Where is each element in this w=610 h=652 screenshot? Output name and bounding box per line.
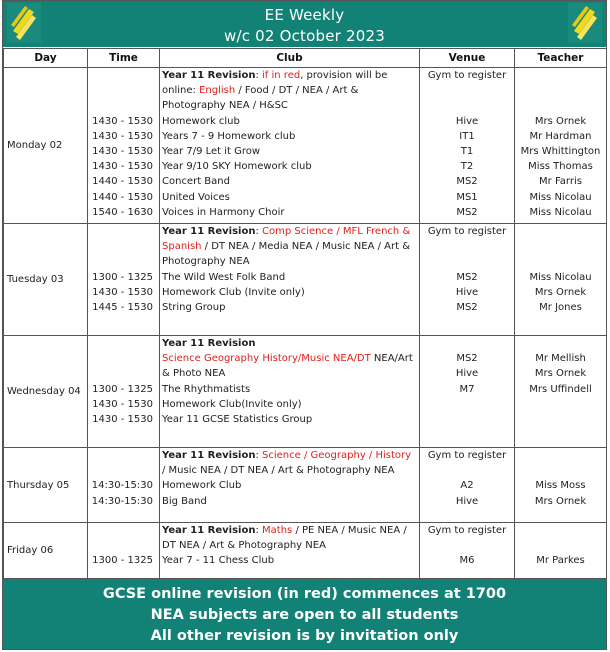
time-value: 1430 - 1530 — [92, 146, 153, 157]
revision-note — [160, 68, 419, 114]
teacher-value: Mrs Uffindell — [529, 383, 592, 395]
venue-value: M7 — [459, 383, 475, 395]
teacher-value: Miss Nicolau — [529, 271, 592, 283]
venue-value: Hive — [455, 286, 479, 298]
venue-value: MS2 — [456, 206, 478, 218]
header-title: EE Weekly — [264, 6, 345, 24]
table-header-row — [4, 49, 607, 68]
time-cell — [88, 68, 160, 224]
time-cell — [88, 448, 160, 523]
club-name: Year 7 - 11 Chess Club — [162, 555, 275, 567]
time-value: 1430 - 1530 — [92, 161, 153, 173]
header-banner — [3, 1, 606, 47]
teacher-value: Mr Hardman — [529, 130, 592, 142]
club-name: Year 7/9 Let it Grow — [162, 146, 261, 157]
venue-cell — [420, 448, 515, 523]
time-value: 1430 - 1530 — [92, 115, 153, 127]
revision-label: Year 11 Revision — [162, 70, 256, 81]
time-value: 1300 - 1325 — [92, 271, 153, 283]
day-cell: Thursday 05 — [4, 448, 88, 523]
venue-value: Gym to register — [427, 525, 507, 536]
club-name: Homework Club(Invite only) — [162, 398, 302, 410]
revision-red-text: if in red — [262, 70, 301, 81]
club-name: Homework club — [162, 115, 240, 127]
venue-value: Hive — [455, 368, 479, 380]
header-subtitle: w/c 02 October 2023 — [224, 27, 385, 45]
table-row — [4, 448, 607, 523]
time-value: 1300 - 1325 — [92, 383, 153, 395]
venue-value: MS2 — [456, 176, 478, 188]
revision-label: Year 11 Revision — [162, 226, 256, 237]
schedule-table — [3, 48, 607, 579]
time-value: 1440 - 1530 — [92, 191, 153, 203]
teacher-value: Mr Parkes — [536, 555, 585, 567]
venue-value: IT1 — [459, 130, 475, 142]
time-value: 1430 - 1530 — [92, 398, 153, 410]
school-logo-icon — [568, 3, 602, 43]
revision-sep: : — [255, 450, 263, 461]
revision-note — [160, 448, 419, 478]
day-cell: Tuesday 03 — [4, 224, 88, 336]
revision-note — [160, 351, 419, 381]
club-name: United Voices — [162, 191, 230, 203]
venue-value: T2 — [460, 161, 474, 173]
time-cell — [88, 523, 160, 579]
day-cell: Monday 02 — [4, 68, 88, 224]
venue-value: MS2 — [456, 302, 478, 313]
teacher-value: Mrs Ornek — [534, 495, 587, 507]
revision-red-text: Comp Science / MFL French & Spanish — [162, 226, 411, 253]
time-value: 14:30-15:30 — [91, 495, 153, 507]
teacher-cell — [515, 523, 607, 579]
time-value: 1540 - 1630 — [92, 206, 153, 218]
footer-line: GCSE online revision (in red) commences at 1700 — [102, 586, 507, 602]
club-name: Homework Club — [162, 480, 242, 492]
club-cell — [160, 336, 420, 448]
time-value: 1300 - 1325 — [92, 555, 153, 567]
time-value: 1445 - 1530 — [92, 302, 153, 313]
teacher-value: Miss Nicolau — [529, 206, 592, 218]
club-cell — [160, 68, 420, 224]
revision-label: Year 11 Revision — [162, 450, 256, 461]
teacher-value: Miss Nicolau — [529, 191, 592, 203]
venue-cell — [420, 523, 515, 579]
venue-value: Gym to register — [427, 70, 507, 81]
day-cell: Wednesday 04 — [4, 336, 88, 448]
club-name: The Rhythmatists — [162, 383, 251, 395]
club-cell — [160, 523, 420, 579]
footer-line: NEA subjects are open to all students — [150, 607, 459, 623]
club-cell — [160, 448, 420, 523]
revision-text: , provision will be online: — [162, 70, 388, 97]
venue-value: Hive — [455, 495, 479, 507]
venue-cell — [420, 336, 515, 448]
table-row — [4, 68, 607, 224]
club-name: Concert Band — [162, 176, 230, 188]
column-header-venue: Venue — [420, 49, 515, 68]
teacher-cell — [515, 224, 607, 336]
teacher-value: Mrs Ornek — [534, 115, 587, 127]
revision-note — [160, 523, 419, 553]
venue-cell — [420, 68, 515, 224]
club-name: Year 11 GCSE Statistics Group — [162, 414, 313, 425]
venue-value: T1 — [460, 146, 474, 157]
column-header-day: Day — [4, 49, 88, 68]
venue-cell — [420, 224, 515, 336]
teacher-value: Miss Moss — [535, 480, 586, 492]
venue-value: MS2 — [456, 353, 478, 365]
club-name: Homework Club (Invite only) — [162, 286, 305, 298]
time-value: 1430 - 1530 — [92, 414, 153, 425]
venue-value: Gym to register — [427, 226, 507, 237]
time-value: 1430 - 1530 — [92, 286, 153, 298]
table-row — [4, 523, 607, 579]
revision-text: NEA/Art & Photo NEA — [162, 353, 413, 380]
teacher-value: Mrs Ornek — [534, 286, 587, 298]
club-cell — [160, 224, 420, 336]
time-value: 14:30-15:30 — [91, 480, 153, 492]
table-row — [4, 224, 607, 336]
club-name: Years 7 - 9 Homework club — [162, 130, 296, 142]
time-cell — [88, 224, 160, 336]
revision-sep: : — [255, 70, 263, 81]
revision-label: Year 11 Revision — [162, 338, 256, 349]
teacher-value: Mrs Ornek — [534, 368, 587, 380]
club-name: Big Band — [162, 495, 207, 507]
revision-text: / Food / DT / NEA / Art & Photography NEA / H&SC — [162, 85, 359, 112]
column-header-time: Time — [88, 49, 160, 68]
teacher-cell — [515, 448, 607, 523]
venue-value: M6 — [459, 555, 475, 567]
table-row — [4, 336, 607, 448]
time-cell — [88, 336, 160, 448]
teacher-value: Miss Thomas — [528, 161, 593, 173]
teacher-cell — [515, 336, 607, 448]
column-header-teacher: Teacher — [515, 49, 607, 68]
time-value: 1430 - 1530 — [92, 130, 153, 142]
revision-red-text: English — [199, 85, 236, 97]
revision-red-text: Maths — [262, 525, 293, 536]
teacher-value: Mr Mellish — [535, 353, 586, 365]
revision-note — [160, 224, 419, 270]
teacher-value: Mr Jones — [539, 302, 582, 313]
club-name: Year 9/10 SKY Homework club — [162, 161, 312, 173]
venue-value: A2 — [460, 480, 474, 492]
revision-text: / DT NEA / Media NEA / Music NEA / Art & Photography NEA — [162, 241, 411, 268]
revision-red-text: Science / Geography / History — [262, 450, 412, 461]
venue-value: Gym to register — [427, 450, 507, 461]
time-value: 1440 - 1530 — [92, 176, 153, 188]
footer-line: All other revision is by invitation only — [150, 628, 459, 644]
footer-banner — [3, 579, 606, 649]
club-name: The Wild West Folk Band — [162, 271, 286, 283]
venue-value: Hive — [455, 115, 479, 127]
revision-text: / PE NEA / Music NEA / DT NEA / Art & Photography NEA — [162, 525, 407, 552]
day-cell: Friday 06 — [4, 523, 88, 579]
venue-value: MS1 — [456, 191, 478, 203]
club-name: Voices in Harmony Choir — [162, 206, 285, 218]
teacher-value: Mr Farris — [539, 176, 582, 188]
column-header-club: Club — [160, 49, 420, 68]
revision-label: Year 11 Revision — [162, 525, 256, 536]
teacher-value: Mrs Whittington — [520, 146, 601, 157]
revision-text: / Music NEA / DT NEA / Art & Photography NEA — [162, 465, 395, 477]
venue-value: MS2 — [456, 271, 478, 283]
teacher-cell — [515, 68, 607, 224]
revision-sep: : — [255, 226, 263, 237]
revision-sep: : — [255, 525, 263, 536]
club-name: String Group — [162, 302, 226, 313]
revision-red-text: Science Geography History/Music NEA/DT — [162, 353, 371, 365]
